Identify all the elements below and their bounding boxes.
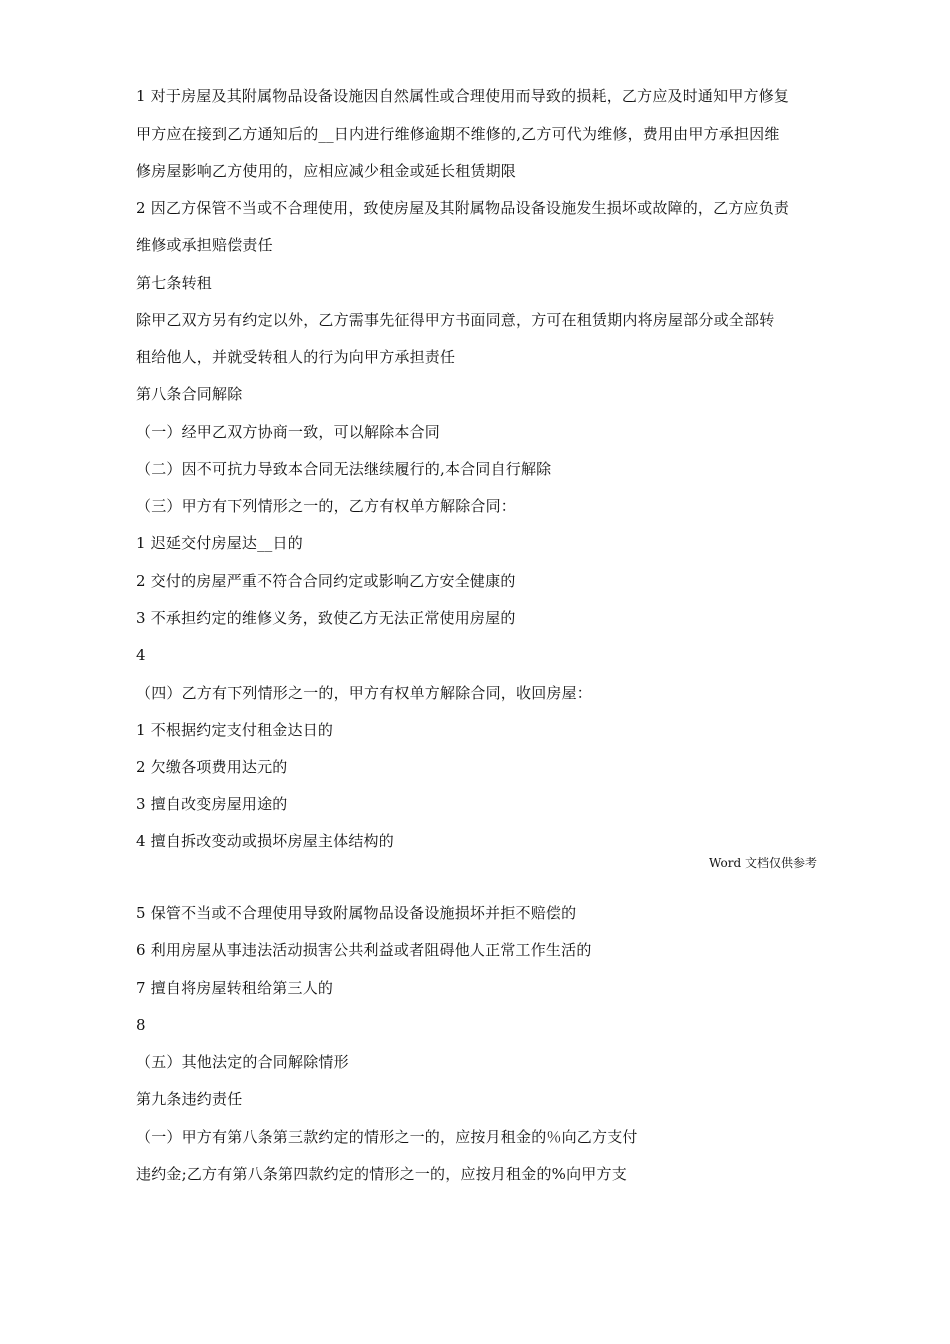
section-heading: 第七条转租 (136, 274, 213, 292)
text-line: （四）乙方有下列情形之一的，甲方有权单方解除合同，收回房屋： (136, 684, 593, 702)
list-item: 6 利用房屋从事违法活动损害公共利益或者阻碍他人正常工作生活的 (136, 941, 592, 959)
footer-note: Word 文档仅供参考 (709, 856, 817, 870)
text-line: （三）甲方有下列情形之一的，乙方有权单方解除合同： (136, 497, 517, 515)
text-line: 修房屋影响乙方使用的，应相应减少租金或延长租赁期限 (136, 162, 517, 180)
text-line: 违约金;乙方有第八条第四款约定的情形之一的，应按月租金的%向甲方支 (136, 1165, 627, 1183)
list-item: 2 欠缴各项费用达元的 (136, 758, 288, 776)
text-line: 租给他人，并就受转租人的行为向甲方承担责任 (136, 348, 456, 366)
text-line: （一）甲方有第八条第三款约定的情形之一的，应按月租金的％向乙方支付 (136, 1128, 638, 1146)
list-item: 1 迟延交付房屋达__日的 (136, 534, 303, 552)
list-item: 2 交付的房屋严重不符合合同约定或影响乙方安全健康的 (136, 572, 516, 590)
list-item: 5 保管不当或不合理使用导致附属物品设备设施损坏并拒不赔偿的 (136, 904, 577, 922)
section-heading: 第八条合同解除 (136, 385, 243, 403)
text-line: （五）其他法定的合同解除情形 (136, 1053, 349, 1071)
list-item: 4 (136, 646, 146, 664)
text-line: 维修或承担赔偿责任 (136, 236, 273, 254)
list-item: 4 擅自拆改变动或损坏房屋主体结构的 (136, 832, 394, 850)
section-heading: 第九条违约责任 (136, 1090, 243, 1108)
list-item: 8 (136, 1016, 146, 1034)
list-item: 3 擅自改变房屋用途的 (136, 795, 288, 813)
text-line: 2 因乙方保管不当或不合理使用，致使房屋及其附属物品设备设施发生损坏或故障的，乙方应负责 (136, 199, 790, 217)
text-line: 1 对于房屋及其附属物品设备设施因自然属性或合理使用而导致的损耗，乙方应及时通知甲方修复 (136, 87, 790, 105)
list-item: 1 不根据约定支付租金达日的 (136, 721, 334, 739)
text-line: 甲方应在接到乙方通知后的__日内进行维修逾期不维修的,乙方可代为维修，费用由甲方承担因维 (136, 125, 780, 143)
list-item: 7 擅自将房屋转租给第三人的 (136, 979, 334, 997)
text-line: （一）经甲乙双方协商一致，可以解除本合同 (136, 423, 441, 441)
text-line: （二）因不可抗力导致本合同无法继续履行的,本合同自行解除 (136, 460, 552, 478)
text-line: 除甲乙双方另有约定以外，乙方需事先征得甲方书面同意，方可在租赁期内将房屋部分或全部转 (136, 311, 775, 329)
list-item: 3 不承担约定的维修义务，致使乙方无法正常使用房屋的 (136, 609, 516, 627)
